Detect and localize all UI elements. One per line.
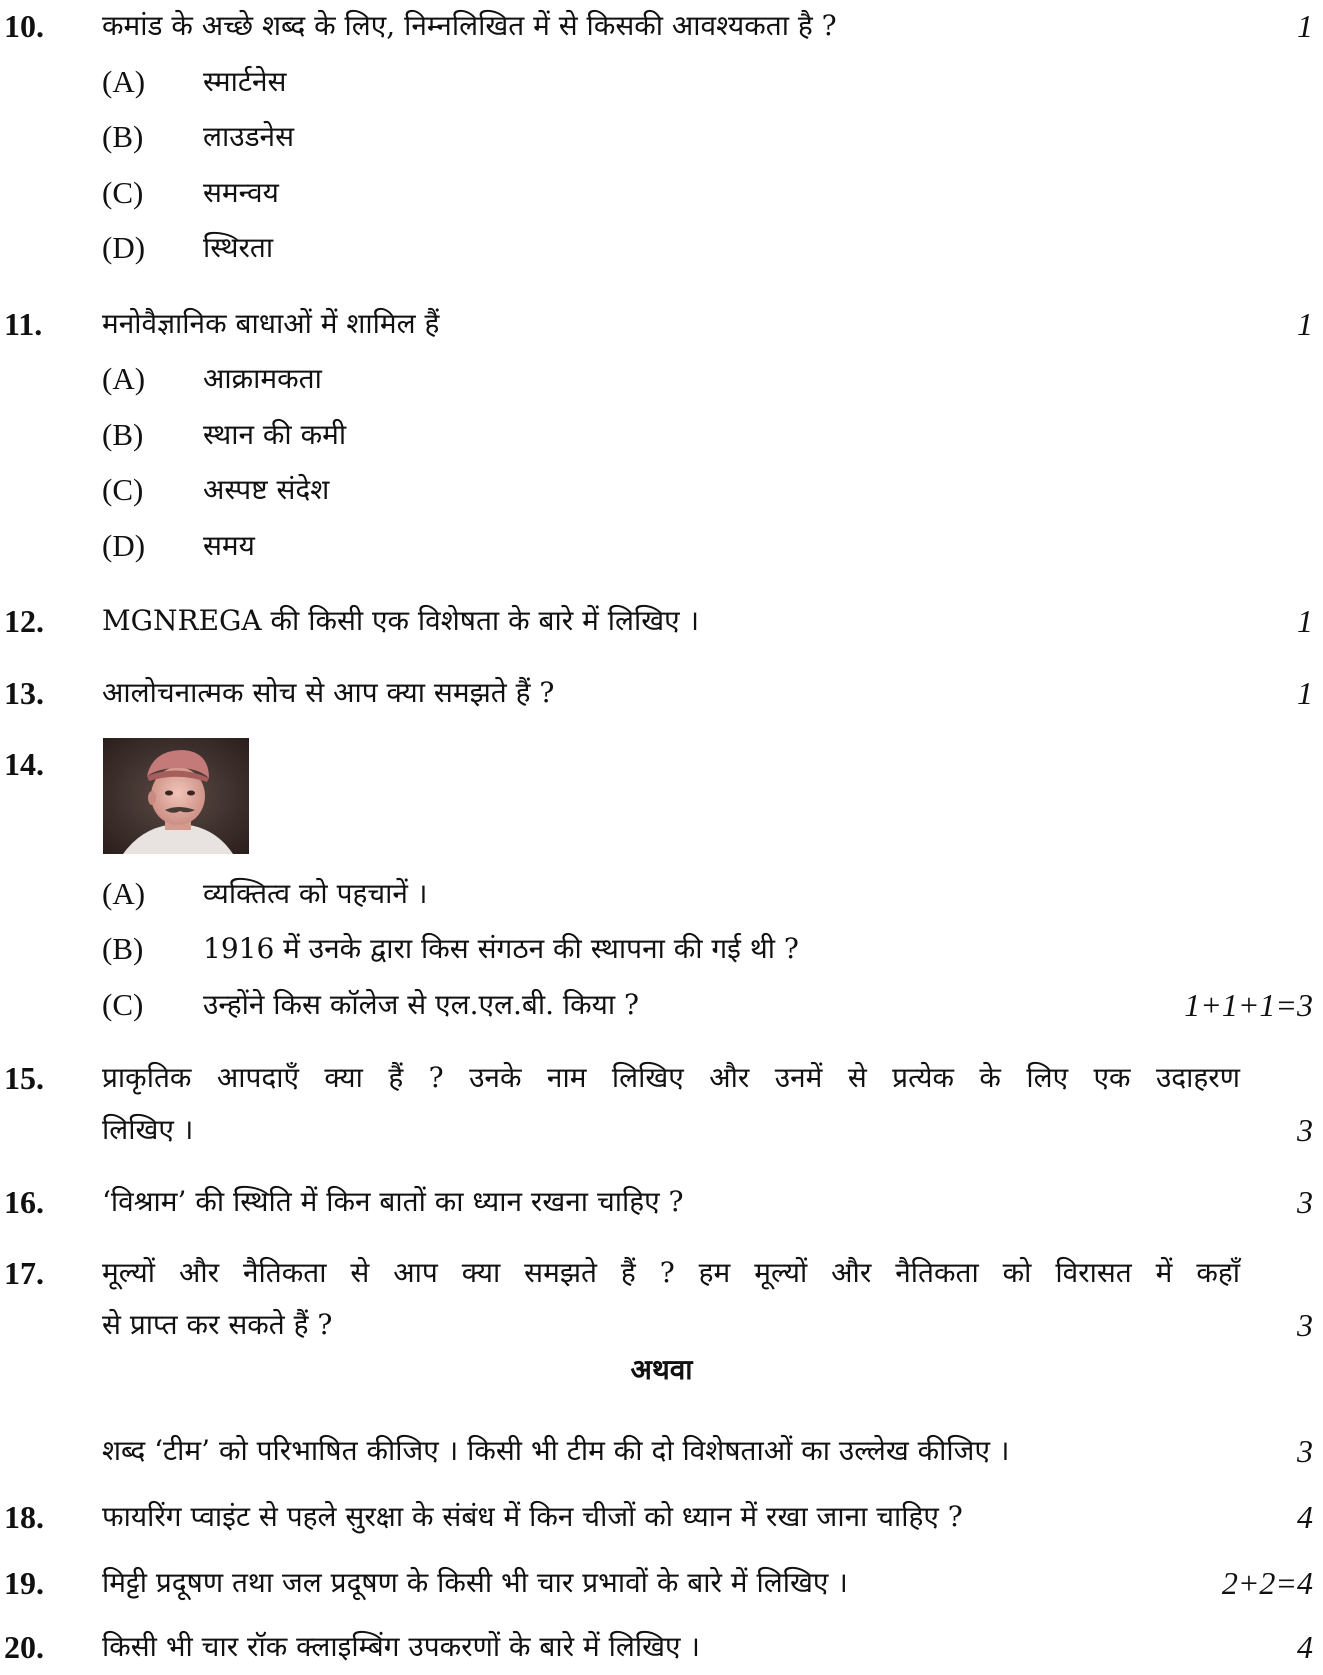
option-text: स्थान की कमी — [203, 418, 347, 451]
question-marks: 3 — [1297, 1433, 1313, 1469]
question-marks: 1+1+1=3 — [1184, 987, 1313, 1023]
option-10-c — [0, 173, 1323, 213]
option-label: (C) — [102, 987, 144, 1022]
question-number: 15. — [4, 1060, 44, 1096]
question-text-line2: लिखिए । — [102, 1113, 194, 1146]
question-number: 11. — [4, 306, 43, 342]
question-marks: 1 — [1297, 306, 1313, 342]
question-number: 17. — [4, 1255, 44, 1291]
option-11-d — [0, 526, 1323, 566]
question-number: 19. — [4, 1565, 44, 1601]
option-label: (A) — [102, 64, 146, 99]
question-marks: 1 — [1297, 675, 1313, 711]
question-number: 14. — [4, 746, 44, 782]
question-number: 13. — [4, 675, 44, 711]
question-number: 12. — [4, 603, 44, 639]
option-label: (C) — [102, 175, 144, 210]
option-label: (A) — [102, 361, 146, 396]
option-10-a — [0, 62, 1323, 102]
option-text: समन्वय — [203, 176, 279, 209]
option-11-b — [0, 415, 1323, 455]
option-label: (D) — [102, 230, 146, 265]
question-text: ‘विश्राम’ की स्थिति में किन बातों का ध्यान रखना चाहिए ? — [102, 1185, 684, 1218]
option-10-d — [0, 228, 1323, 268]
question-marks: 4 — [1297, 1499, 1313, 1535]
option-text: आक्रामकता — [203, 362, 322, 395]
question-text-line2: से प्राप्त कर सकते हैं ? — [102, 1308, 333, 1341]
question-number: 16. — [4, 1184, 44, 1220]
question-text: MGNREGA की किसी एक विशेषता के बारे में लिखिए । — [102, 604, 700, 637]
option-label: (D) — [102, 528, 146, 563]
question-marks: 3 — [1297, 1112, 1313, 1148]
option-text: लाउडनेस — [203, 120, 295, 153]
question-text: मनोवैज्ञानिक बाधाओं में शामिल हैं — [102, 307, 440, 340]
question-text-line1: प्राकृतिक आपदाएँ क्या हैं ? उनके नाम लिखिए और उनमें से प्रत्येक के लिए एक उदाहरण — [102, 1061, 1240, 1094]
question-marks: 1 — [1297, 603, 1313, 639]
question-text: आलोचनात्मक सोच से आप क्या समझते हैं ? — [102, 676, 555, 709]
option-10-b — [0, 117, 1323, 157]
alternative-text: शब्द ‘टीम’ को परिभाषित कीजिए । किसी भी टीम की दो विशेषताओं का उल्लेख कीजिए । — [102, 1434, 1010, 1467]
option-text: व्यक्तित्व को पहचानें । — [203, 877, 428, 910]
question-text: कमांड के अच्छे शब्द के लिए, निम्नलिखित में से किसकी आवश्यकता है ? — [102, 9, 837, 42]
option-14-c — [0, 985, 1323, 1025]
question-marks: 1 — [1297, 8, 1313, 44]
question-marks: 4 — [1297, 1629, 1313, 1665]
option-11-a — [0, 359, 1323, 399]
question-text: किसी भी चार रॉक क्लाइम्बिंग उपकरणों के बारे में लिखिए । — [102, 1630, 701, 1663]
option-text: अस्पष्ट संदेश — [203, 473, 330, 506]
option-text: समय — [203, 529, 255, 562]
portrait-image — [103, 738, 249, 854]
option-label: (C) — [102, 472, 144, 507]
option-14-b — [0, 929, 1323, 969]
option-text: स्थिरता — [203, 231, 274, 264]
option-11-c — [0, 470, 1323, 510]
option-label: (B) — [102, 931, 144, 966]
question-text-line1: मूल्यों और नैतिकता से आप क्या समझते हैं ? हम मूल्यों और नैतिकता को विरासत में कहाँ — [102, 1256, 1240, 1289]
option-label: (B) — [102, 417, 144, 452]
question-marks: 2+2=4 — [1221, 1565, 1313, 1601]
option-label: (B) — [102, 119, 144, 154]
question-number: 20. — [4, 1629, 44, 1665]
option-14-a — [0, 874, 1323, 914]
question-marks: 3 — [1297, 1184, 1313, 1220]
question-text: मिट्टी प्रदूषण तथा जल प्रदूषण के किसी भी चार प्रभावों के बारे में लिखिए । — [102, 1566, 848, 1599]
option-text: उन्होंने किस कॉलेज से एल.एल.बी. किया ? — [203, 988, 640, 1021]
question-number: 18. — [4, 1499, 44, 1535]
option-text: 1916 में उनके द्वारा किस संगठन की स्थापना की गई थी ? — [203, 932, 799, 965]
option-text: स्मार्टनेस — [203, 65, 287, 98]
option-label: (A) — [102, 876, 146, 911]
question-marks: 3 — [1297, 1307, 1313, 1343]
question-text: फायरिंग प्वाइंट से पहले सुरक्षा के संबंध में किन चीजों को ध्यान में रखा जाना चाहिए ? — [102, 1500, 963, 1533]
or-separator: अथवा — [630, 1353, 693, 1386]
question-number: 10. — [4, 8, 44, 44]
